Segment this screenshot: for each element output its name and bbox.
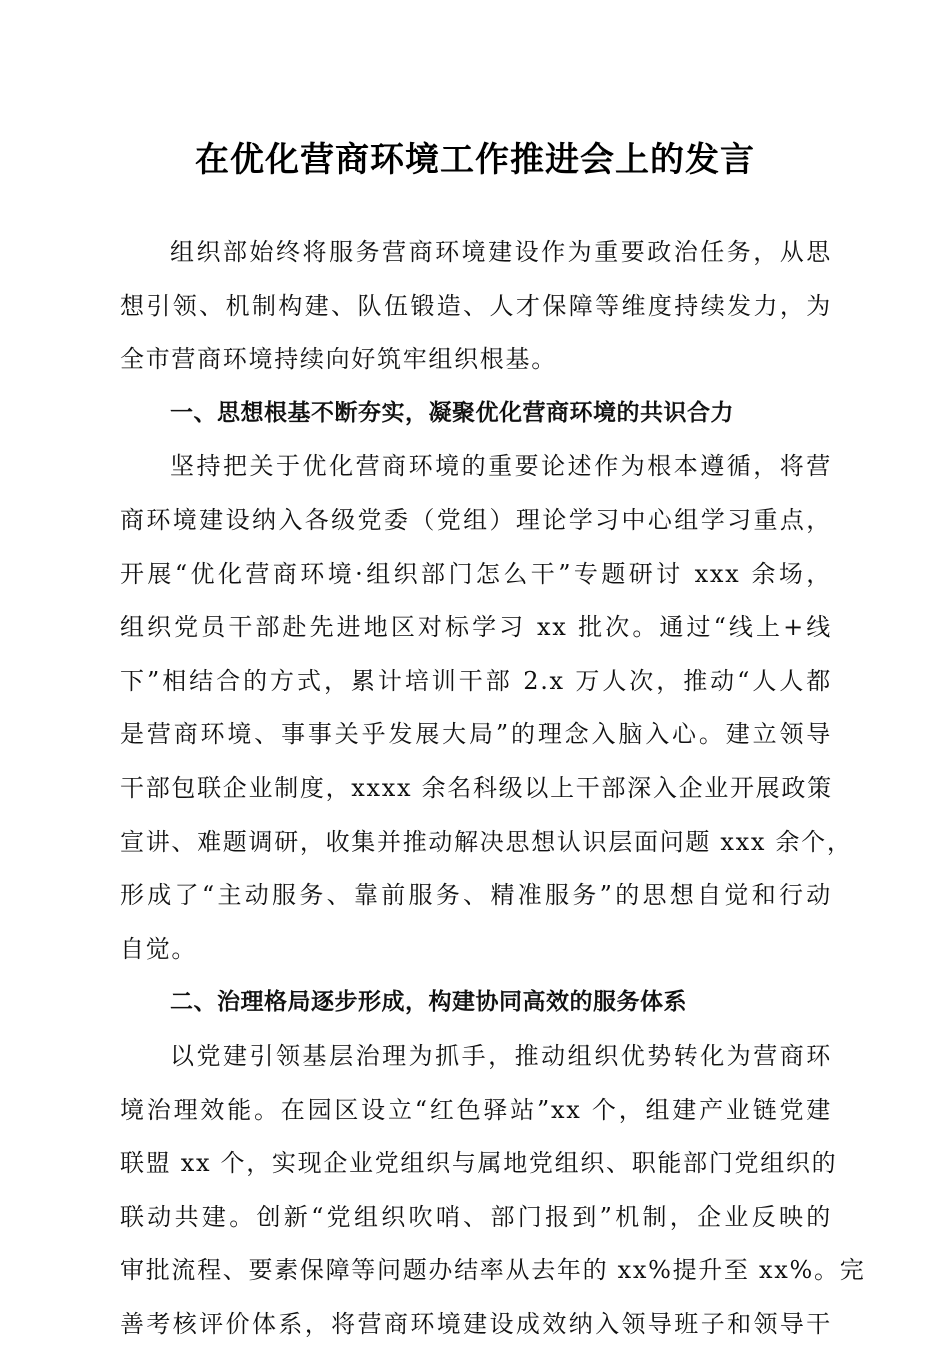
paragraph-line: 审批流程、要素保障等问题办结率从去年的 xx%提升至 xx%。完 [120,1256,866,1285]
document-body [120,226,866,1351]
paragraph-line: 开展“优化营商环境·组织部门怎么干”专题研讨 xxx 余场， [120,559,832,588]
paragraph-line: 是营商环境、事事关乎发展大局”的理念入脑入心。建立领导 [120,720,832,749]
paragraph-line: 坚持把关于优化营商环境的重要论述作为根本遵循，将营 [170,452,832,481]
paragraph-line: 联盟 xx 个，实现企业党组织与属地党组织、职能部门党组织的 [120,1149,838,1178]
intro-paragraph [120,226,832,387]
paragraph-line: 联动共建。创新“党组织吹哨、部门报到”机制，企业反映的 [120,1202,832,1231]
paragraph-line: 形成了“主动服务、靠前服务、精准服务”的思想自觉和行动 [120,881,832,910]
paragraph-line: 以党建引领基层治理为抓手，推动组织优势转化为营商环 [170,1041,832,1070]
paragraph-line: 宣讲、难题调研，收集并推动解决思想认识层面问题 xxx 余个， [120,827,853,856]
paragraph-line: 想引领、机制构建、队伍锻造、人才保障等维度持续发力，为 [120,291,832,320]
section-heading-1: 一、思想根基不断夯实，凝聚优化营商环境的共识合力 [170,399,734,426]
document-title: 在优化营商环境工作推进会上的发言 [195,140,755,180]
section-1-paragraph [120,440,853,976]
paragraph-line: 组织党员干部赴先进地区对标学习 xx 批次。通过“线上+线 [120,613,832,642]
section-heading-2: 二、治理格局逐步形成，构建协同高效的服务体系 [170,989,687,1016]
paragraph-line: 下”相结合的方式，累计培训干部 2.x 万人次，推动“人人都 [120,666,832,695]
paragraph-line: 组织部始终将服务营商环境建设作为重要政治任务，从思 [170,238,832,266]
section-2-paragraph [120,1030,866,1351]
paragraph-line: 全市营商环境持续向好筑牢组织根基。 [120,345,557,374]
paragraph-line: 自觉。 [120,934,198,963]
paragraph-line: 干部包联企业制度，xxxx 余名科级以上干部深入企业开展政策 [120,773,833,802]
paragraph-line: 境治理效能。在园区设立“红色驿站”xx 个，组建产业链党建 [120,1095,832,1124]
paragraph-line: 善考核评价体系，将营商环境建设成效纳入领导班子和领导干 [120,1309,832,1338]
paragraph-line: 商环境建设纳入各级党委（党组）理论学习中心组学习重点， [120,505,832,534]
